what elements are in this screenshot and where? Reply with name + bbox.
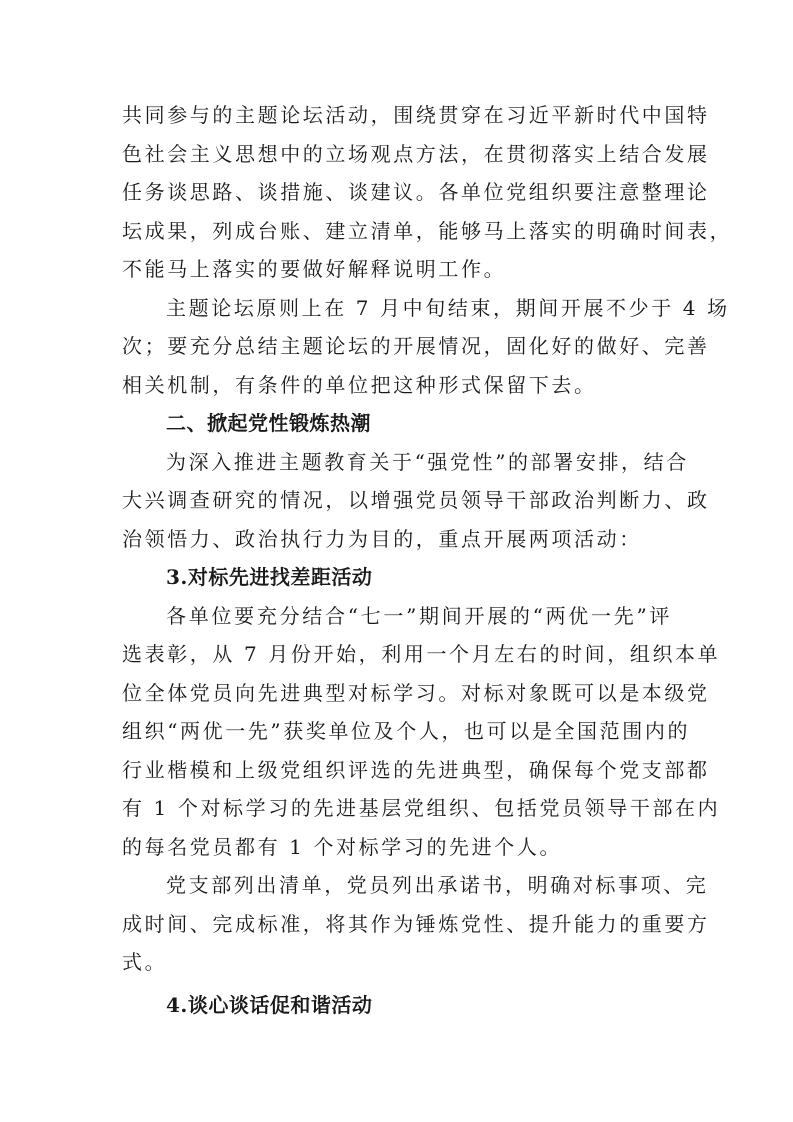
text-line: 治领悟力、政治执行力为目的，重点开展两项活动： — [122, 526, 642, 551]
paragraph-forum-activity — [122, 96, 733, 289]
paragraph-party-spirit-intro — [122, 443, 710, 559]
text-line: 各单位要充分结合“七一”期间开展的“两优一先”评 — [166, 603, 672, 628]
paragraph-benchmarking — [122, 597, 721, 867]
paragraph-checklist — [122, 866, 710, 982]
text-line: 行业楷模和上级党组织评选的先进典型，确保每个党支部都 — [122, 757, 710, 782]
text-line: 有 1 个对标学习的先进基层党组织、包括党员领导干部在内 — [122, 796, 721, 820]
text-line: 选表彰，从 7 月份开始，利用一个月左右的时间，组织本单 — [122, 642, 721, 666]
subsection-heading: 4.谈心谈话促和谐活动 — [166, 992, 373, 1017]
section-heading: 二、掀起党性锻炼热潮 — [166, 411, 371, 435]
text-line: 不能马上落实的要做好解释说明工作。 — [122, 257, 507, 281]
document-page — [122, 96, 733, 1024]
text-line: 为深入推进主题教育关于“强党性”的部署安排，结合 — [166, 449, 689, 474]
text-line: 色社会主义思想中的立场观点方法，在贯彻落实上结合发展 — [122, 141, 710, 166]
text-line: 的每名党员都有 1 个对标学习的先进个人。 — [122, 834, 563, 859]
paragraph-forum-schedule — [122, 289, 730, 405]
text-line: 相关机制，有条件的单位把这种形式保留下去。 — [122, 372, 597, 397]
text-line: 组织“两优一先”获奖单位及个人，也可以是全国范围内的 — [122, 719, 691, 743]
text-line: 大兴调查研究的情况，以增强党员领导干部政治判断力、政 — [122, 488, 710, 512]
text-line: 任务谈思路、谈措施、谈建议。各单位党组织要注意整理论 — [122, 180, 710, 204]
text-line: 主题论坛原则上在 7 月中旬结束，期间开展不少于 4 场 — [166, 295, 730, 320]
subsection-heading: 3.对标先进找差距活动 — [166, 565, 373, 589]
text-line: 党支部列出清单，党员列出承诺书，明确对标事项、完 — [166, 873, 709, 897]
text-line: 式。 — [122, 950, 168, 974]
text-line: 次；要充分总结主题论坛的开展情况，固化好的做好、完善 — [122, 334, 710, 358]
text-line: 共同参与的主题论坛活动，围绕贯穿在习近平新时代中国特 — [122, 103, 710, 127]
text-line: 成时间、完成标准，将其作为锤炼党性、提升能力的重要方 — [122, 911, 710, 936]
text-line: 位全体党员向先进典型对标学习。对标对象既可以是本级党 — [122, 680, 710, 705]
text-line: 坛成果，列成台账、建立清单，能够马上落实的明确时间表， — [122, 218, 733, 243]
